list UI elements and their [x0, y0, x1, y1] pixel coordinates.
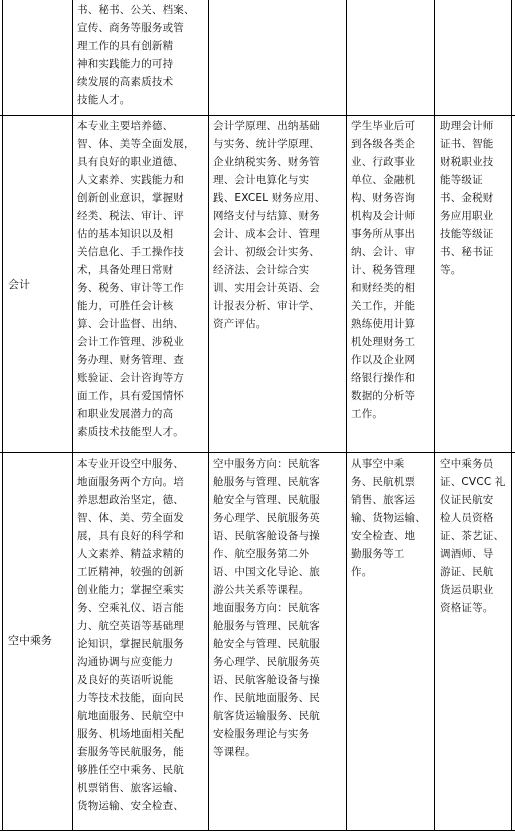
training-goal-cell: 书、秘书、公关、档案、 宣传、商务等服务或管 理工作的具有创新精 神和实践能力的可持 续发展的高素质技术 技能人才。 — [77, 4, 195, 106]
major-name-flight-attendant: 空中乘务 — [8, 634, 52, 647]
column-divider — [2, 0, 3, 831]
core-courses-cell: 会计学原理、出纳基础 与实务、统计学原理、 企业纳税实务、财务管 理、会计电算化与实 践、EXCEL 财务应用、 网络支付与结算、财务 会计、成本会计、管理 会计、初级会计实务、 经济法、会计综合实 训、实用会计英语、会 计报表分析、审计学、 资产评估。 — [213, 120, 326, 330]
training-goal-cell: 本专业主要培养德、 智、体、美等全面发展， 具有良好的职业道德、 人文素养、实践能力和 创新创业意识，掌握财 经类、税法、审计、评 估的基本知识以及相 关信息化、手工操作技 术，具备处理日常财 务、税务、审计等工作 能力，可胜任会计核 算、会计监督、出纳、 会计工作管理、涉税业 务办理、财务管理、查 账验证、会计咨询等方 面工作，具有爱国情怀 和职业发展潜力的高 素质技术技能型人才。 — [77, 120, 195, 438]
core-courses-cell: 空中服务方向：民航客 舱服务与管理、民航客 舱安全与管理、民航服 务心理学、民航服务英 语、民航客舱设备与操 作、航空服务第二外 语、中国文化导论、旅 游公共关系等课程。 地面服务方向：民航客 舱服务与管理、民航客 舱安全与管理、民航服 务心理学、民航服务英 语、民航客舱设备与操 作、民航地面服务、民 航客货运输服务、民航 安检服务理论与实务 等课程。 — [213, 458, 320, 758]
row-divider — [0, 452, 515, 453]
certificates-cell: 助理会计师 证书、智能 财税职业技 能等级证 书、金税财 务应用职业 技能等级证 书、秘书证 等。 — [440, 120, 494, 276]
career-direction-cell: 从事空中乘 务、民航机票 销售、旅客运 输、货物运输、 安全检查、地 勤服务等工 作。 — [351, 458, 426, 578]
column-divider — [511, 0, 512, 831]
core-courses-cell — [213, 1, 345, 113]
major-name-accounting: 会计 — [8, 278, 30, 291]
career-direction-cell — [351, 1, 433, 113]
row-divider — [0, 830, 515, 831]
certificates-cell — [440, 1, 510, 113]
column-divider — [72, 0, 73, 831]
row-divider — [0, 115, 515, 116]
career-direction-cell: 学生毕业后可 到各级各类企 业、行政事业 单位、金融机 构、财务咨询 机构及会计师 事务所从事出 纳、会计、审 计、税务管理 和财经类的相 关工作，并能 熟练使用计算 机处理财务工 作以及企业网 络银行操作和 数据的分析等 工作。 — [351, 120, 416, 420]
column-divider — [346, 0, 347, 831]
training-goal-cell: 本专业开设空中服务、 地面服务两个方向。培 养思想政治坚定，德、 智、体、美、劳全面发 展，具有良好的科学和 人文素养、精益求精的 工匠精神，较强的创新 创业能力；掌握空乘实 务、空乘礼仪、语言能 力、航空英语等基础理 论知识，掌握民航服务 沟通协调与应变能力 及良好的英语听说能 力等技术技能，面向民 航地面服务、民航空中 服务、机场地面相关配 套服务等民航服务，能 够胜任空中乘务、民航 机票销售、旅客运输、 货物运输、安全检查、 — [77, 458, 184, 812]
column-divider — [434, 0, 435, 831]
certificates-cell: 空中乘务员 证、CVCC 礼 仪证民航安 检人员资格 证、茶艺证、 调酒师、导 游证、民航 货运员职业 资格证等。 — [440, 458, 506, 614]
column-divider — [208, 0, 209, 831]
